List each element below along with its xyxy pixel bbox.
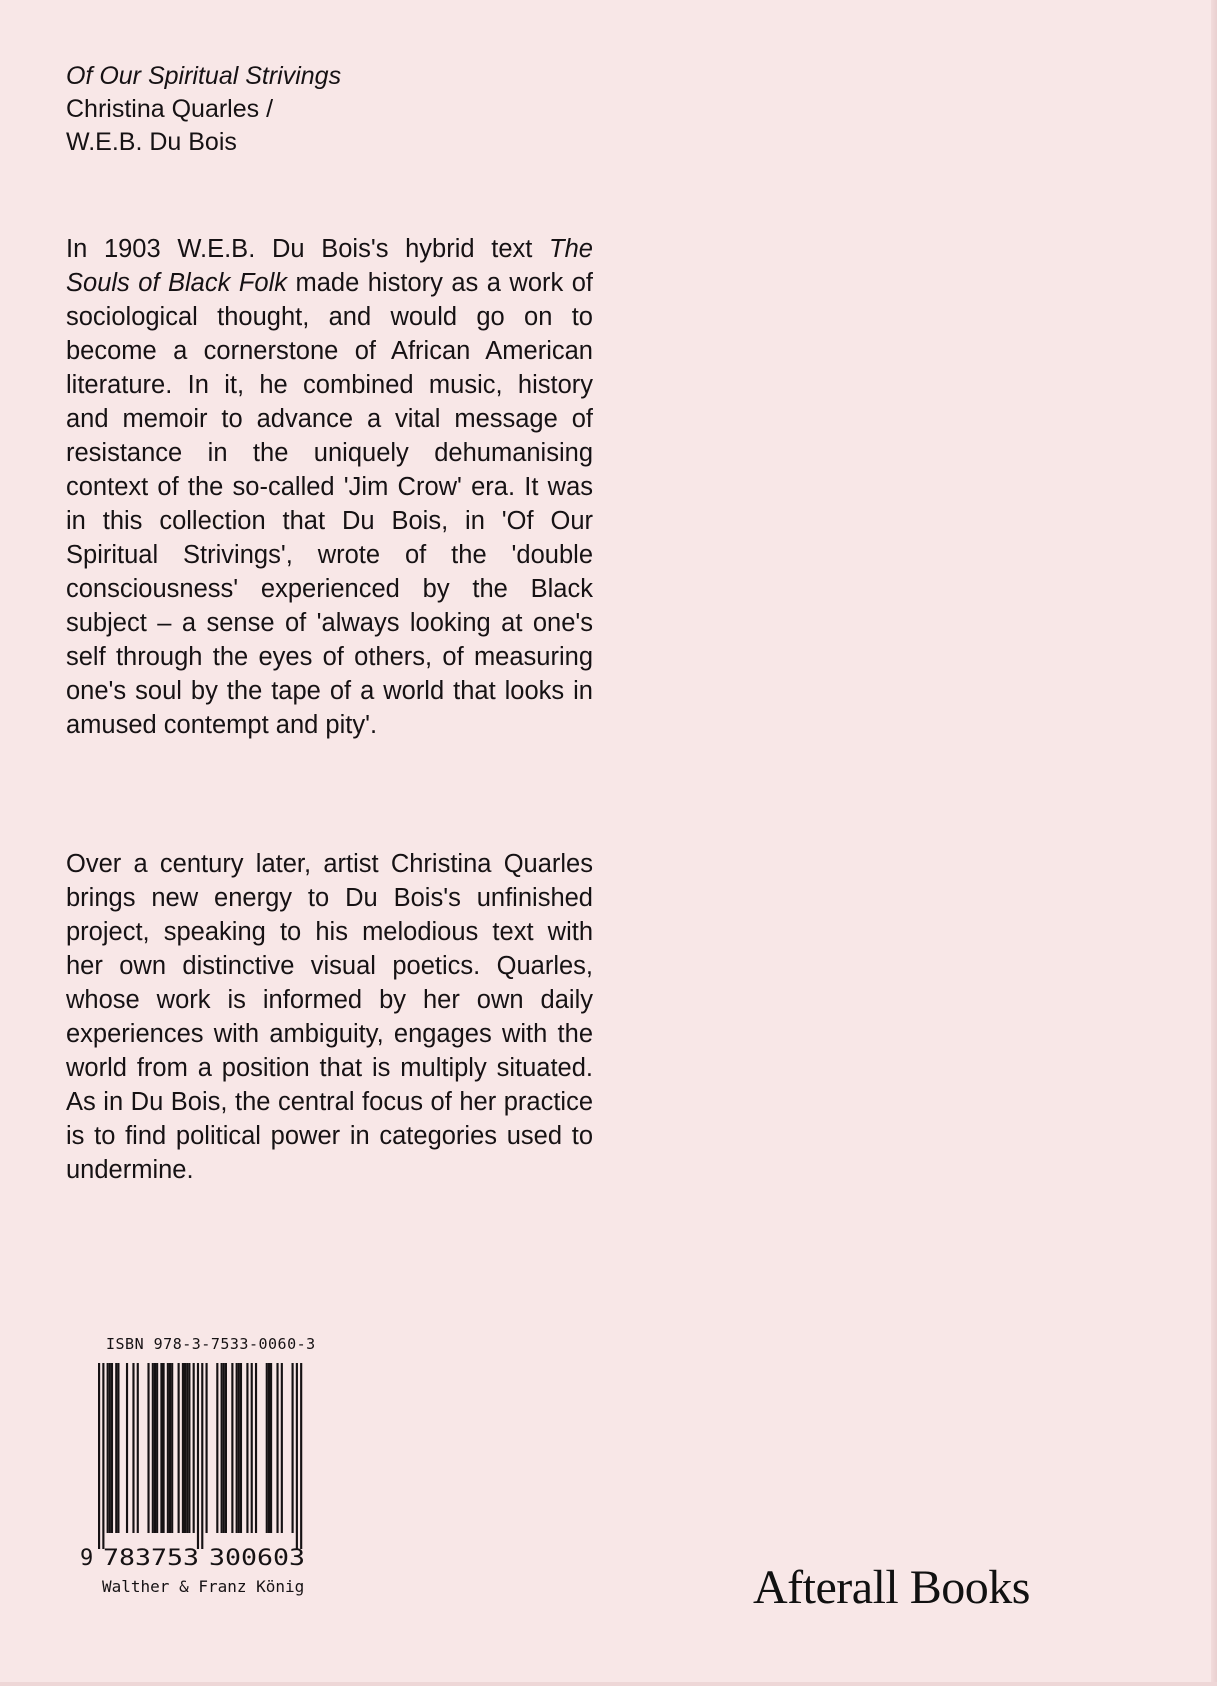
blurb-paragraph-2: Over a century later, artist Christina Quarles brings new energy to Du Bois's unfinished project, speaking to his melodious text with her own distinctive visual poetics. Quarles, whose work is informed by her own daily experiences with ambiguity, engages with the world from a position that is multiply situated. As in Du Bois, the central focus of her practice is to find political power in categories used to undermine. <box>66 850 593 1184</box>
blurb-p1-start: In 1903 W.E.B. Du Bois's hybrid text <box>66 235 550 263</box>
barcode-bar <box>251 1363 253 1533</box>
barcode-bar <box>268 1363 270 1533</box>
book-title: Of Our Spiritual Strivings <box>66 62 342 90</box>
author-line-2: W.E.B. Du Bois <box>66 128 237 156</box>
barcode-bar <box>167 1363 169 1533</box>
blurb-book-title: The Souls of Black Folk <box>66 235 593 297</box>
barcode-bar <box>300 1363 302 1549</box>
barcode-bar <box>156 1363 158 1533</box>
barcode-bar <box>147 1363 149 1533</box>
barcode-bar <box>169 1363 171 1533</box>
barcode-bar <box>236 1363 238 1533</box>
publisher-name: Walther & Franz König <box>102 1577 305 1596</box>
barcode-bar <box>276 1363 278 1533</box>
title-block <box>66 60 341 159</box>
barcode-bar <box>126 1363 128 1533</box>
isbn-barcode <box>78 1363 328 1573</box>
barcode-bar <box>160 1363 162 1533</box>
barcode-bar <box>178 1363 180 1533</box>
barcode-bar <box>109 1363 111 1533</box>
barcode-right-digits: 300603 <box>209 1546 305 1571</box>
barcode-bar <box>201 1363 203 1549</box>
bottom-edge <box>0 1682 1217 1686</box>
isbn-text: ISBN 978-3-7533-0060-3 <box>106 1335 316 1353</box>
barcode-bar <box>115 1363 117 1533</box>
barcode-bar <box>238 1363 240 1533</box>
barcode-bar <box>216 1363 218 1533</box>
barcode-bar <box>197 1363 199 1549</box>
barcode-bar <box>270 1363 272 1533</box>
barcode-bar <box>188 1363 190 1533</box>
barcode-bar <box>163 1363 165 1533</box>
barcode-bar <box>184 1363 186 1533</box>
barcode-bar <box>111 1363 113 1533</box>
barcode-bar <box>193 1363 195 1533</box>
barcode-bar <box>102 1363 104 1549</box>
barcode-bar <box>246 1363 248 1533</box>
barcode-bars <box>98 1363 302 1549</box>
barcode-bar <box>154 1363 156 1533</box>
barcode-left-digits: 783753 <box>103 1546 199 1571</box>
barcode-bar <box>255 1363 257 1533</box>
barcode-bar <box>107 1363 109 1533</box>
blurb-paragraph-1 <box>66 232 593 742</box>
barcode-bar <box>171 1363 173 1533</box>
blurb-p1-rest: made history as a work of sociological thought, and would go on to become a cornerstone of African American literature. In it, he combined music, history and memoir to advance a vital message of resistance in the uniquely dehumanising context of the so-called 'Jim Crow' era. It was in this collection that Du Bois, in 'Of Our Spiritual Strivings', wrote of the 'double consciousness' experienced by the Black subject – a sense of 'always looking at one's self through the eyes of others, of measuring one's soul by the tape of a world that looks in amused contempt and pity'. <box>66 269 593 739</box>
barcode-bar <box>296 1363 298 1549</box>
barcode-bar <box>152 1363 154 1533</box>
barcode-bar <box>225 1363 227 1533</box>
barcode-bar <box>221 1363 223 1533</box>
barcode-bar <box>240 1363 242 1533</box>
author-line-1: Christina Quarles / <box>66 95 274 123</box>
barcode-bar <box>117 1363 119 1533</box>
barcode-bar <box>186 1363 188 1533</box>
barcode-bar <box>281 1363 283 1533</box>
barcode-bar <box>137 1363 139 1533</box>
barcode-bar <box>182 1363 184 1533</box>
page-edge <box>1211 0 1217 1686</box>
barcode-bar <box>231 1363 233 1533</box>
barcode-bar <box>223 1363 225 1533</box>
barcode-bar <box>98 1363 100 1549</box>
barcode-bar <box>266 1363 268 1533</box>
barcode-bar <box>292 1363 294 1533</box>
barcode-bar <box>206 1363 208 1533</box>
barcode-prefix-digit: 9 <box>80 1546 94 1571</box>
barcode-bar <box>132 1363 134 1533</box>
afterall-books-logo: Afterall Books <box>753 1561 1030 1614</box>
